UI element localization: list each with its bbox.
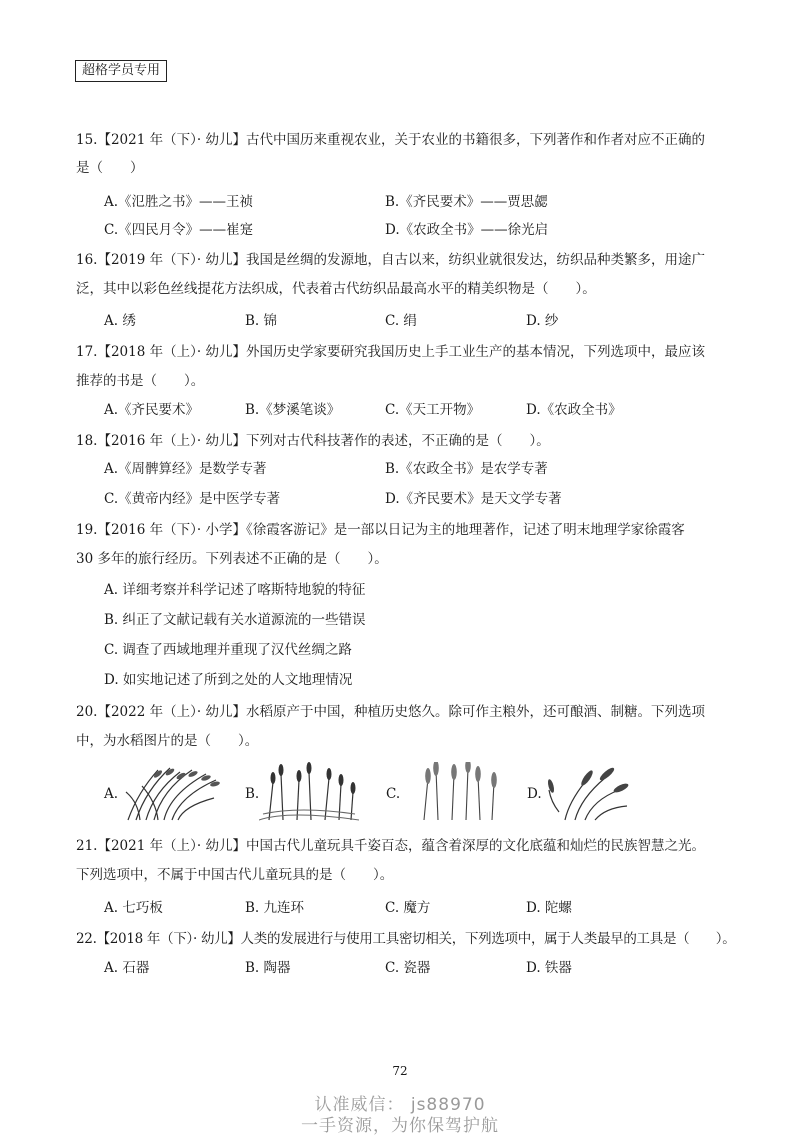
q21-option-c: C. 魔方 <box>385 900 431 916</box>
q16-option-a: A. 绣 <box>104 313 136 329</box>
q19-option-a: A. 详细考察并科学记述了喀斯特地貌的特征 <box>104 582 366 598</box>
q15-option-b: B.《齐民要术》——贾思勰 <box>385 194 548 210</box>
q15-options-row1 <box>104 192 744 212</box>
q19-stem-line1: 19.【2016 年（下）· 小学】《徐霞客游记》是一部以日记为主的地理著作，记述了明末地理学家徐霞客 <box>76 522 685 538</box>
q19-option-c: C. 调查了西域地理并重现了汉代丝绸之路 <box>104 642 352 658</box>
wheat-ears-image <box>404 762 504 822</box>
q15-options-row2 <box>104 220 744 240</box>
watermark-line2: 一手资源，为你保驾护航 <box>301 1116 499 1136</box>
grain-plant-image <box>545 762 635 822</box>
q22-stem: 22.【2018 年（下）· 幼儿】人类的发展进行与使用工具密切相关，下列选项中，属于人类最早的工具是（ ）。 <box>76 931 736 947</box>
q18-stem: 18.【2016 年（上）· 幼儿】下列对古代科技著作的表述，不正确的是（ ）。 <box>76 433 550 449</box>
q20-stem-line1: 20.【2022 年（上）· 幼儿】水稻原产于中国，种植历史悠久。除可作主粮外，还可酿酒、制糖。下列选项 <box>76 704 705 720</box>
page-number: 72 <box>392 1064 408 1078</box>
q19-option-d: D. 如实地记述了所到之处的人文地理情况 <box>104 672 353 688</box>
q17-option-b: B.《梦溪笔谈》 <box>245 402 341 418</box>
q20-option-a <box>104 762 224 822</box>
exclusive-tag: 超格学员专用 <box>75 60 167 82</box>
q21-option-a: A. 七巧板 <box>104 900 163 916</box>
q18-option-a: A.《周髀算经》是数学专著 <box>104 461 267 477</box>
q21-stem-line1: 21.【2021 年（上）· 幼儿】中国古代儿童玩具千姿百态，蕴含着深厚的文化底蕴和灿烂的民族智慧之光。 <box>76 838 705 854</box>
q18-option-b: B.《农政全书》是农学专著 <box>385 461 548 477</box>
q18-option-c: C.《黄帝内经》是中医学专著 <box>104 491 281 507</box>
q22-options <box>104 958 744 978</box>
q19-stem-line2: 30 多年的旅行经历。下列表述不正确的是（ ）。 <box>76 551 388 567</box>
q21-stem-line2: 下列选项中，不属于中国古代儿童玩具的是（ ）。 <box>76 867 394 883</box>
q15-option-d: D.《农政全书》——徐光启 <box>385 222 549 238</box>
q21-option-b: B. 九连环 <box>245 900 305 916</box>
q20-option-b-label: B. <box>245 786 260 802</box>
q20-option-d-label: D. <box>527 786 542 802</box>
q15-option-c: C.《四民月令》——崔寔 <box>104 222 254 238</box>
q16-stem-line1: 16.【2019 年（下）· 幼儿】我国是丝绸的发源地，自古以来，纺织业就很发达，纺织品种类繁多，用途广 <box>76 252 705 268</box>
q20-option-c <box>386 762 506 822</box>
q22-option-a: A. 石器 <box>104 960 150 976</box>
q16-stem-line2: 泛，其中以彩色丝线提花方法织成，代表着古代纺织品最高水平的精美织物是（ ）。 <box>76 281 596 297</box>
q20-option-b <box>245 762 360 822</box>
q18-options-row1 <box>104 459 744 479</box>
q15-option-a: A.《氾胜之书》——王祯 <box>104 194 254 210</box>
q18-option-d: D.《齐民要术》是天文学专著 <box>385 491 562 507</box>
q19-option-b: B. 纠正了文献记载有关水道源流的一些错误 <box>104 612 366 628</box>
rice-plant-image <box>118 762 222 822</box>
q16-option-d: D. 纱 <box>526 313 559 329</box>
wheat-field-image <box>259 762 359 822</box>
q17-option-d: D.《农政全书》 <box>526 402 622 418</box>
q15-stem-line1: 15.【2021 年（下）· 幼儿】古代中国历来重视农业，关于农业的书籍很多，下列著作和作者对应不正确的 <box>76 132 705 148</box>
q17-options <box>104 400 744 420</box>
q17-option-a: A.《齐民要术》 <box>104 402 200 418</box>
q17-option-c: C.《天工开物》 <box>385 402 481 418</box>
watermark-line1: 认准威信： js88970 <box>314 1095 486 1115</box>
q20-stem-line2: 中，为水稻图片的是（ ）。 <box>76 733 259 749</box>
q21-option-d: D. 陀螺 <box>526 900 572 916</box>
q22-option-c: C. 瓷器 <box>385 960 431 976</box>
q20-option-d <box>527 762 637 822</box>
q16-option-c: C. 绢 <box>385 313 417 329</box>
q20-option-c-label: C. <box>386 786 401 802</box>
q22-option-b: B. 陶器 <box>245 960 291 976</box>
q21-options <box>104 898 744 918</box>
q16-options <box>104 311 744 331</box>
q17-stem-line1: 17.【2018 年（上）· 幼儿】外国历史学家要研究我国历史上手工业生产的基本情况，下列选项中，最应该 <box>76 344 705 360</box>
q22-option-d: D. 铁器 <box>526 960 572 976</box>
q18-options-row2 <box>104 489 744 509</box>
q16-option-b: B. 锦 <box>245 313 278 329</box>
q15-stem-line2: 是（ ） <box>76 160 144 176</box>
q17-stem-line2: 推荐的书是（ ）。 <box>76 373 205 389</box>
q20-option-a-label: A. <box>104 786 119 802</box>
